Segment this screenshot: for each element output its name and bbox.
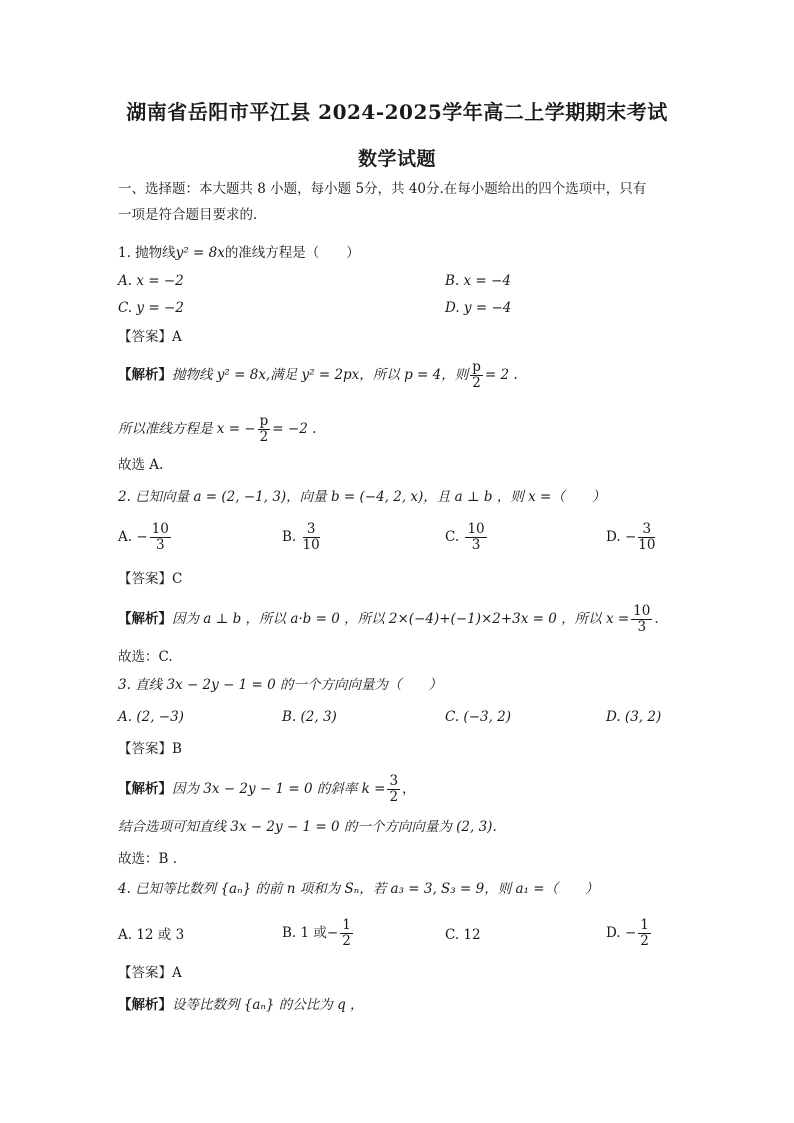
- fraction-denominator: 2: [472, 375, 481, 391]
- option-label: A.: [118, 529, 133, 545]
- fraction-denominator: 2: [389, 789, 399, 805]
- q3-analysis-fraction: [387, 774, 400, 805]
- fraction-numerator: 1: [342, 917, 351, 933]
- option-fraction: [303, 522, 320, 553]
- q4-analysis: [118, 996, 364, 1014]
- q2-option-a: [118, 522, 173, 553]
- q3-answer: 【答案】B: [118, 741, 182, 757]
- option-label: A. 12 或 3: [118, 927, 185, 943]
- q2-answer: 【答案】C: [118, 571, 183, 587]
- q1-analysis-fraction: [470, 360, 483, 391]
- fraction-denominator: 3: [471, 537, 481, 553]
- option-label: D.: [606, 529, 621, 545]
- fraction-numerator: p: [259, 413, 269, 429]
- q3-option-c: C. (−3, 2): [445, 709, 512, 725]
- q2-analysis: [118, 604, 659, 635]
- exam-title: 湖南省岳阳市平江县 2024-2025学年高二上学期期末考试: [126, 100, 668, 124]
- option-label: B.: [282, 529, 297, 545]
- fraction-numerator: p: [472, 359, 481, 375]
- option-label: C.: [445, 529, 460, 545]
- option-sign: −: [624, 925, 637, 941]
- fraction-numerator: 3: [303, 522, 320, 538]
- option-sign: −: [326, 925, 339, 941]
- fraction-numerator: 10: [467, 521, 485, 537]
- option-fraction: [340, 918, 353, 949]
- q3-analysis-text: 因为 3x − 2y − 1 = 0 的斜率 k =: [172, 781, 386, 797]
- q3-analysis: [118, 774, 416, 805]
- fraction-denominator: 3: [637, 619, 647, 635]
- q3-stem: 3. 直线 3x − 2y − 1 = 0 的一个方向向量为（ ）: [118, 677, 443, 693]
- q1-stem: [118, 244, 360, 262]
- q1-line2-fraction: [258, 414, 271, 445]
- q4-option-c: [445, 926, 481, 944]
- q2-analysis-end: .: [654, 611, 659, 627]
- q2-option-c: [445, 522, 489, 553]
- fraction-denominator: 10: [638, 537, 656, 553]
- q4-stem: 4. 已知等比数列 {aₙ} 的前 n 项和为 Sₙ，若 a₃ = 3, S₃ = 9，则 a₁ =（ ）: [118, 881, 599, 897]
- q1-option-b: B. x = −4: [445, 273, 511, 289]
- option-label: B. 1 或: [282, 925, 327, 941]
- option-fraction: [638, 522, 655, 553]
- q2-option-d: [606, 522, 657, 553]
- q2-option-b: [282, 522, 322, 553]
- q3-conclusion: 故选：B .: [118, 851, 178, 867]
- q3-analysis-end: ，: [402, 781, 416, 797]
- fraction-numerator: 10: [151, 521, 169, 537]
- fraction-numerator: 10: [633, 603, 651, 619]
- q1-option-a: A. x = −2: [118, 273, 184, 289]
- option-fraction: [638, 918, 651, 949]
- q1-line2-pre: 所以准线方程是 x = −: [118, 421, 256, 437]
- q3-option-b: B. (2, 3): [282, 709, 337, 725]
- q1-analysis-text: 抛物线 y² = 8x,满足 y² = 2px，所以 p = 4，则: [172, 367, 469, 383]
- fraction-numerator: 1: [640, 917, 649, 933]
- q4-answer: 【答案】A: [118, 965, 182, 981]
- q1-analysis-line2: [118, 414, 316, 445]
- fraction-denominator: 3: [155, 537, 165, 553]
- section-intro-line1: 一、选择题：本大题共 8 小题，每小题 5分，共 40分.在每小题给出的四个选项中，只有: [118, 181, 647, 197]
- q1-analysis-end: = 2 .: [484, 367, 518, 383]
- fraction-denominator: 2: [342, 933, 351, 949]
- q1-analysis-tag: 【解析】: [118, 367, 172, 383]
- q4-option-b: [282, 918, 355, 949]
- option-label: D.: [606, 925, 621, 941]
- q4-option-a: [118, 926, 184, 944]
- option-sign: −: [624, 529, 637, 545]
- fraction-numerator: 3: [638, 522, 655, 538]
- exam-subtitle: 数学试题: [357, 148, 436, 170]
- q1-stem-post: 的准线方程是（ ）: [224, 245, 360, 261]
- q2-analysis-fraction: [631, 604, 652, 635]
- q4-analysis-text: 设等比数列 {aₙ} 的公比为 q ，: [172, 997, 364, 1013]
- option-fraction: [465, 522, 486, 553]
- q1-line2-end: = −2 .: [272, 421, 317, 437]
- q3-analysis-tag: 【解析】: [118, 781, 172, 797]
- q3-option-d: D. (3, 2): [606, 709, 662, 725]
- q4-option-d: [606, 918, 653, 949]
- fraction-denominator: 10: [302, 537, 320, 553]
- q1-stem-math: y² = 8x: [175, 245, 225, 261]
- option-label: C. 12: [445, 927, 481, 943]
- fraction-denominator: 2: [640, 933, 649, 949]
- q1-option-d: D. y = −4: [445, 300, 512, 316]
- q2-conclusion: 故选：C.: [118, 649, 173, 665]
- option-fraction: [150, 522, 171, 553]
- q1-option-c: C. y = −2: [118, 300, 184, 316]
- fraction-denominator: 2: [259, 429, 269, 445]
- option-sign: −: [136, 529, 148, 545]
- q1-conclusion: 故选 A.: [118, 457, 164, 473]
- q4-analysis-tag: 【解析】: [118, 997, 172, 1013]
- q3-option-a: A. (2, −3): [118, 709, 184, 725]
- fraction-numerator: 3: [389, 773, 399, 789]
- q2-analysis-tag: 【解析】: [118, 611, 172, 627]
- q2-stem: 2. 已知向量 a = (2, −1, 3)，向量 b = (−4, 2, x)，且 a ⊥ b ，则 x =（ ）: [118, 489, 606, 505]
- q3-analysis-line2: 结合选项可知直线 3x − 2y − 1 = 0 的一个方向向量为 (2, 3).: [118, 819, 497, 835]
- q1-answer: 【答案】A: [118, 329, 182, 345]
- q2-analysis-text: 因为 a ⊥ b ，所以 a·b = 0 ，所以 2×(−4)+(−1)×2+3x = 0 ，所以 x =: [172, 611, 630, 627]
- q1-stem-pre: 1. 抛物线: [118, 245, 176, 261]
- section-intro-line2: 一项是符合题目要求的.: [118, 207, 258, 223]
- q1-analysis: [118, 360, 518, 391]
